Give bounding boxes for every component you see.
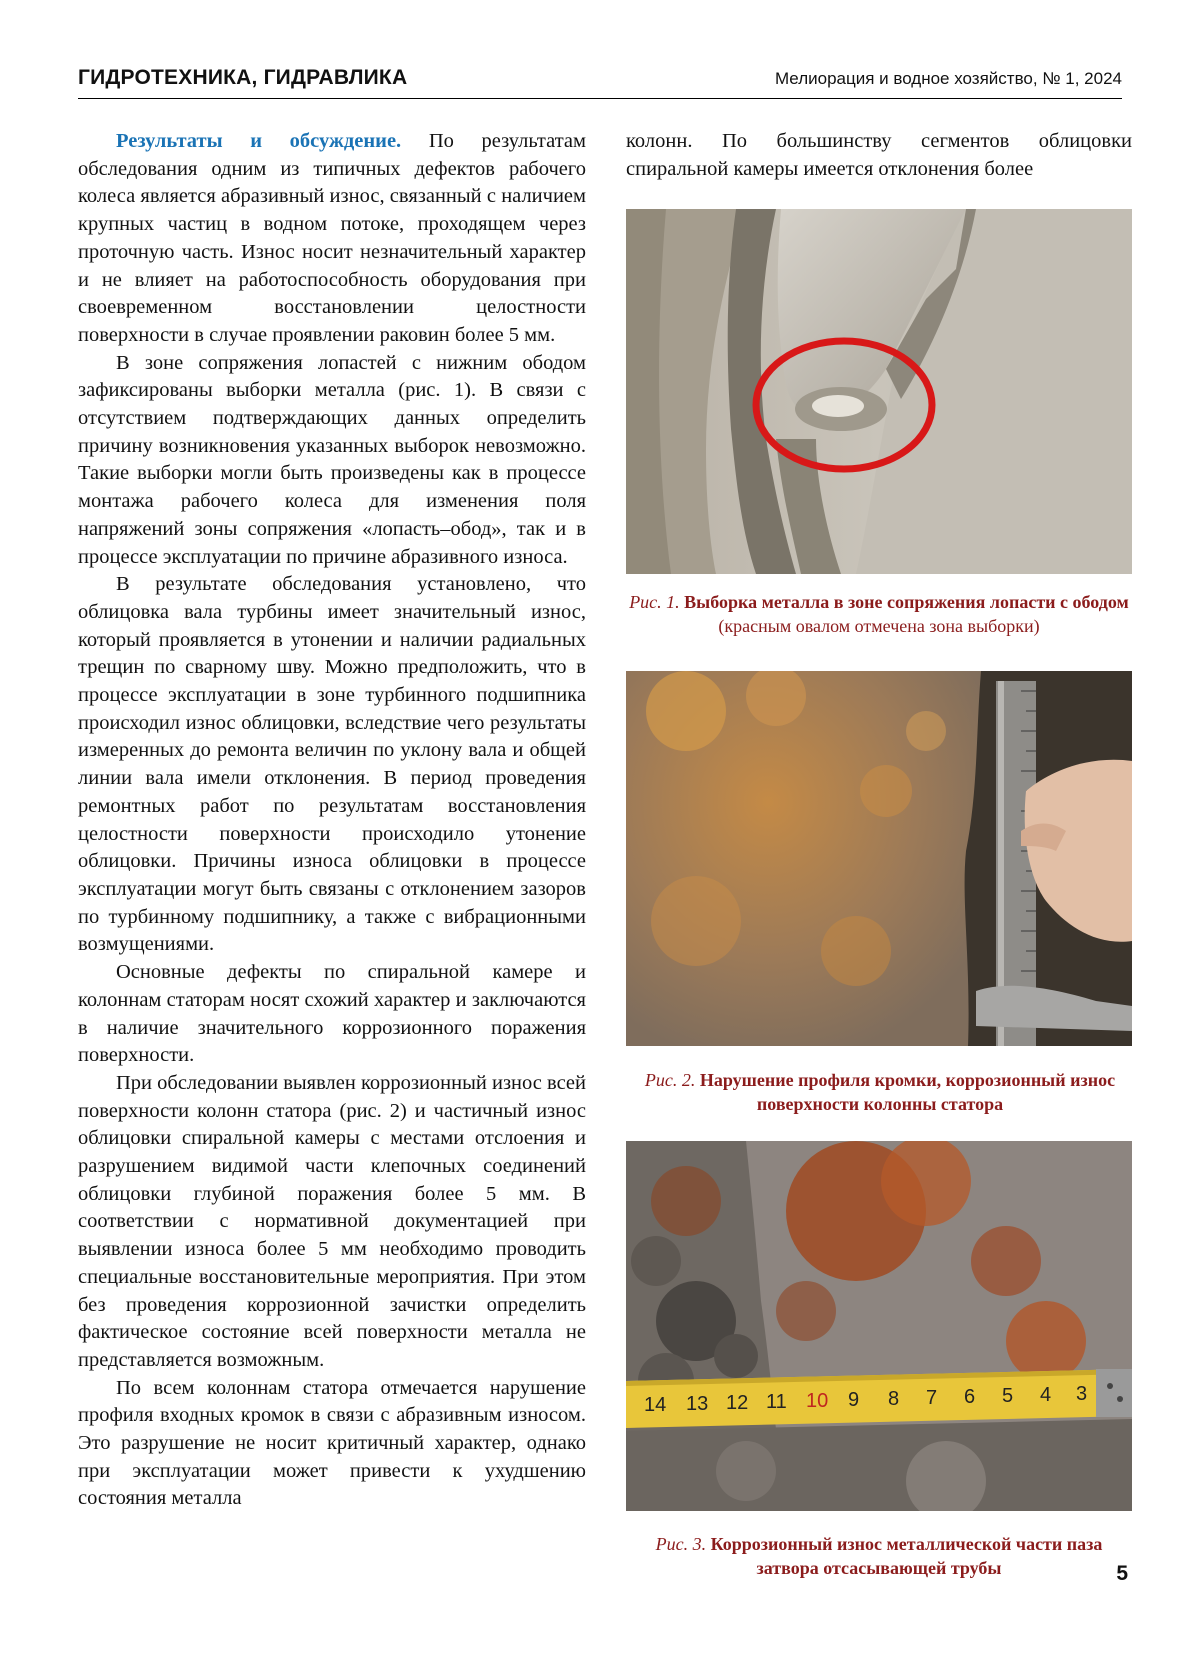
tape-number-11: 11 — [766, 1391, 787, 1413]
figure-1-caption — [626, 590, 1132, 638]
tape-number-13: 13 — [686, 1393, 709, 1415]
paragraph-shaft-lining: В результате обследования установлено, что облицовка вала турбины имеет значительный износ, который проявляется в утонении и наличии радиальных трещин по сварному шву. Можно предположить, что в процессе эксплуатации в зоне турбинного подшипника происходил износ облицовки, вследствие чего результаты измеренных до ремонта величин по уклону вала и общей линии вала имели отклонения. В период проведения ремонтных работ по результатам восстановления целостности поверхности происходило утонение облицовки. Причины износа облицовки в процессе эксплуатации могут быть связаны с отклонением зазоров по турбинному подшипнику, а также с вибрационными возмущениями. — [78, 573, 586, 956]
figure-3-caption — [626, 1532, 1132, 1580]
tape-number-12: 12 — [726, 1392, 749, 1414]
page-number: 5 — [1116, 1562, 1128, 1585]
tape-number-6: 6 — [964, 1386, 976, 1408]
figure-1-number: Рис. 1. — [629, 592, 680, 612]
section-title: ГИДРОТЕХНИКА, ГИДРАВЛИКА — [78, 66, 408, 89]
left-column — [78, 128, 586, 1513]
tape-number-10: 10 — [806, 1390, 829, 1412]
paragraph-inlet-edges: По всем колоннам статора отмечается нарушение профиля входных кромок в связи с абразивным износом. Это разрушение не носит критичный характер, однако при эксплуатации может привести к ухудшению состояния металла — [78, 1376, 586, 1510]
tape-number-5: 5 — [1002, 1385, 1014, 1407]
tape-number-3: 3 — [1076, 1383, 1088, 1405]
figure-2-caption — [640, 1068, 1120, 1116]
results-heading: Результаты и обсуждение. — [116, 130, 402, 152]
figure-3-title: Коррозионный износ металлической части паза затвора отсасывающей трубы — [710, 1534, 1103, 1578]
figure-1-note: (красным овалом отмечена зона выборки) — [718, 616, 1040, 636]
tape-number-9: 9 — [848, 1389, 860, 1411]
tape-number-7: 7 — [926, 1387, 938, 1409]
right-column — [626, 128, 1132, 183]
figure-2-photo — [626, 671, 1132, 1046]
figure-1-photo — [626, 209, 1132, 574]
paragraph-results — [78, 128, 586, 350]
paragraph-results-text: По результатам обследования одним из типичных дефектов рабочего колеса является абразивный износ, связанный с наличием крупных частиц в водном потоке, проходящем через проточную часть. Износ носит незначительный характер и не влияет на работоспособность оборудования при своевременном восстановлении целостности поверхности в случае проявлении раковин более 5 мм. — [78, 130, 586, 346]
paragraph-continuation: колонн. По большинству сегментов облицовки спиральной камеры имеется отклонения более — [626, 130, 1132, 180]
paragraph-stator-corrosion: При обследовании выявлен коррозионный износ всей поверхности колонн статора (рис. 2) и частичный износ облицовки спиральной камеры с местами отслоения и разрушением видимой части клепочных соединений облицовки глубиной поражения более 5 мм. В соответствии с нормативной документацией при выявлении износа более 5 мм необходимо проводить специальные восстановительные мероприятия. При этом без проведения коррозионной зачистки определить фактическое состояние всей поверхности металла не представляется возможным. — [78, 1071, 586, 1371]
journal-issue: Мелиорация и водное хозяйство, № 1, 2024 — [774, 69, 1122, 88]
figure-2-title: Нарушение профиля кромки, коррозионный износ поверхности колонны статора — [699, 1070, 1116, 1114]
paragraph-blade-rim: В зоне сопряжения лопастей с нижним ободом зафиксированы выборки металла (рис. 1). В связи с отсутствием подтверждающих данных определить причину возникновения указанных выборок невозможно. Такие выборки могли быть произведены как в процессе монтажа рабочего колеса для изменения поля напряжений зоны сопряжения «лопасть–обод», так и в процессе эксплуатации по причине абразивного износа. — [78, 351, 586, 568]
tape-number-4: 4 — [1040, 1384, 1052, 1406]
figure-3-number: Рис. 3. — [655, 1534, 707, 1554]
figure-3-photo — [626, 1141, 1132, 1511]
running-header — [78, 64, 1122, 99]
figure-2-number: Рис. 2. — [644, 1070, 696, 1090]
tape-number-8: 8 — [888, 1388, 900, 1410]
figure-1-title: Выборка металла в зоне сопряжения лопасти с ободом — [684, 592, 1129, 612]
tape-number-14: 14 — [644, 1394, 667, 1416]
paragraph-spiral-chamber: Основные дефекты по спиральной камере и колоннам статорам носят схожий характер и заключаются в наличие значительного коррозионного поражения поверхности. — [78, 961, 586, 1067]
